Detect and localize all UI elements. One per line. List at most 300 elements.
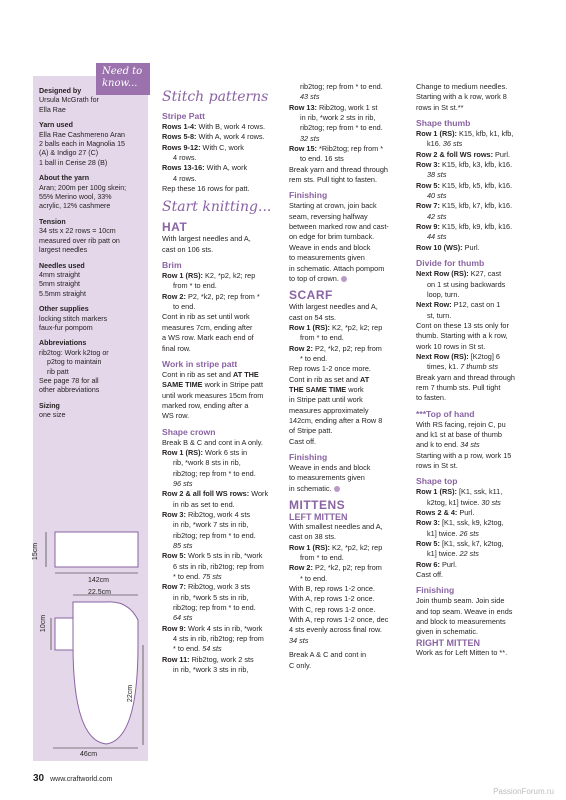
line-text: Divide for thumb: [416, 258, 485, 269]
instruction-line: [289, 92, 409, 102]
line-text: and top seam. Weave in ends: [416, 606, 513, 616]
line-text: Break yarn and thread through: [289, 164, 388, 174]
line-text: K2, *p2, k2; rep: [329, 542, 383, 552]
line-text: rib2tog; rep from * to end.: [173, 468, 256, 478]
stitch-count: 38 sts: [427, 170, 447, 180]
instruction-line: [289, 463, 409, 473]
instruction-line: [289, 584, 409, 594]
instruction-line: [289, 594, 409, 604]
stitch-count: 32 sts: [300, 133, 320, 143]
stitch-count: 34 sts: [460, 440, 480, 450]
pattern-subtitle: [289, 512, 409, 522]
instruction-line: [289, 473, 409, 483]
watermark: PassionForum.ru: [493, 787, 554, 796]
line-text: 142cm, ending after a Row 8: [289, 415, 383, 425]
instruction-line: [416, 321, 540, 331]
line-text: Rib2tog, work 3 sts: [185, 582, 250, 592]
about-yarn-heading: About the yarn: [39, 174, 90, 183]
row-label: THE SAME TIME: [289, 384, 347, 394]
line-text: *Rib2tog; rep from *: [316, 144, 384, 154]
line-text: seam, reversing halfway: [289, 211, 368, 221]
section-heading: [289, 190, 409, 201]
line-text: ***Top of hand: [416, 408, 475, 419]
line-text: WS row.: [162, 411, 190, 421]
other-supplies-line: locking stitch markers: [39, 314, 108, 323]
instruction-line: [289, 113, 409, 123]
instruction-line: [162, 153, 282, 163]
line-text: to end. 16 sts: [300, 154, 344, 164]
instruction-line: [162, 489, 282, 499]
instruction-line: [416, 243, 540, 253]
line-text: Shape thumb: [416, 118, 471, 129]
instruction-line: [416, 269, 540, 279]
line-text: With B, work 4 rows.: [196, 122, 265, 131]
line-text: RIGHT MITTEN: [416, 637, 480, 648]
instruction-line: [289, 426, 409, 436]
instruction-line: [162, 562, 282, 572]
row-label: Row 2:: [289, 563, 313, 573]
about-yarn-line: 55% Merino wool, 33%: [39, 193, 112, 202]
instruction-line: [416, 440, 540, 450]
line-text: rib, *work 8 sts in rib,: [173, 458, 241, 468]
instruction-line: [416, 451, 540, 461]
instruction-line: [416, 160, 540, 170]
row-label: Row 1 (RS):: [416, 129, 457, 139]
row-label: Row 3:: [416, 518, 440, 528]
row-label: Row 5:: [162, 551, 186, 561]
instruction-line: [416, 560, 540, 570]
line-text: [K1, ssk, k9, k2tog,: [439, 518, 504, 528]
section-heading: [289, 452, 409, 463]
instruction-line: [162, 644, 282, 654]
instruction-line: [416, 430, 540, 440]
pattern-column-3: [416, 82, 540, 658]
about-yarn-section: [39, 174, 147, 212]
row-label: Row 7:: [416, 201, 440, 211]
line-text: MITTENS: [289, 498, 346, 513]
yarn-used-section: [39, 121, 147, 168]
line-text: in schematic. Attach pompom: [289, 263, 385, 273]
line-text: Work in stripe patt: [162, 358, 238, 369]
stitch-count: 7 thumb sts: [460, 362, 498, 372]
line-text: to end.: [173, 302, 196, 312]
line-text: and k1 st at base of thumb: [416, 429, 502, 439]
instruction-line: [162, 370, 282, 380]
instruction-line: [416, 290, 540, 300]
line-text: to fasten.: [416, 393, 447, 403]
row-label: Row 7:: [162, 582, 186, 592]
line-text: from * to end.: [300, 333, 344, 343]
row-label: Next Row:: [416, 300, 452, 310]
instruction-line: [289, 154, 409, 164]
line-text: in schematic.: [289, 483, 332, 493]
line-text: 4 rows.: [173, 173, 197, 183]
row-label: Row 5:: [416, 539, 440, 549]
designed-by-section: [39, 87, 147, 115]
line-text: rows in St st.**: [416, 102, 464, 112]
line-text: a WS row. Mark each end of: [162, 333, 254, 343]
instruction-line: [416, 461, 540, 471]
instruction-line: [162, 163, 282, 173]
line-text: rib2tog; rep from * to end.: [173, 603, 256, 613]
instruction-line: [416, 82, 540, 92]
line-text: LEFT MITTEN: [289, 512, 348, 523]
stitch-count: 43 sts: [300, 92, 320, 102]
line-text: Weave in ends and block: [289, 242, 371, 252]
instruction-line: [416, 596, 540, 606]
instruction-line: [289, 165, 409, 175]
stitch-count: 54 sts: [202, 644, 222, 654]
instruction-line: [162, 302, 282, 312]
instruction-line: [289, 364, 409, 374]
row-label: Next Row (RS):: [416, 269, 469, 279]
line-text: Work 4 sts in rib, *work: [185, 623, 263, 633]
other-supplies-section: [39, 305, 147, 333]
instruction-line: [416, 280, 540, 290]
sizing-line: one size: [39, 411, 66, 420]
instruction-line: [289, 175, 409, 185]
instruction-line: [289, 144, 409, 154]
section-heading: [416, 476, 540, 487]
yarn-used-line: 2 balls each in Magnolia 15: [39, 140, 125, 149]
line-text: Shape crown: [162, 426, 216, 437]
instruction-line: [162, 245, 282, 255]
pattern-subtitle: [416, 638, 540, 648]
instruction-line: [289, 661, 409, 671]
instruction-line: [289, 437, 409, 447]
line-text: k1] twice.: [427, 528, 460, 538]
line-text: * to end.: [173, 572, 203, 582]
instruction-line: [289, 553, 409, 563]
row-label: Row 2:: [162, 291, 186, 301]
line-text: K15, kfb, k9, kfb, k16.: [439, 222, 513, 232]
end-marker-icon: [334, 486, 340, 492]
instruction-line: [416, 549, 540, 559]
instruction-line: [416, 617, 540, 627]
line-text: 4 sts in rib, rib2tog; rep from: [173, 634, 264, 644]
line-text: SCARF: [289, 288, 333, 303]
instruction-line: [162, 448, 282, 458]
instruction-line: [162, 184, 282, 194]
line-text: cast on 106 sts.: [162, 244, 214, 254]
instruction-line: [416, 181, 540, 191]
instruction-line: [416, 201, 540, 211]
line-text: With largest needles and A,: [289, 302, 378, 312]
line-text: rib2tog; rep from * to end.: [300, 82, 383, 91]
instruction-line: [416, 529, 540, 539]
line-text: in rib, *work 7 sts in rib,: [173, 520, 249, 530]
line-text: Stitch patterns: [162, 89, 269, 105]
line-text: in rib, *work 3 sts in rib,: [173, 665, 249, 675]
instruction-line: [162, 613, 282, 623]
instruction-line: [289, 563, 409, 573]
line-text: With A, work: [204, 163, 248, 173]
line-text: rem sts. Pull tight to fasten.: [289, 175, 378, 185]
instruction-line: [162, 438, 282, 448]
needles-line: 5mm straight: [39, 280, 80, 289]
line-text: Cast off.: [416, 570, 444, 580]
row-label: Rows 9-12:: [162, 142, 201, 152]
instruction-line: [289, 232, 409, 242]
instruction-line: [162, 479, 282, 489]
line-text: Rep rows 1-2 once more.: [289, 364, 371, 374]
instruction-line: [162, 333, 282, 343]
instruction-line: [289, 532, 409, 542]
instruction-line: [416, 373, 540, 383]
row-label: Rows 13-16:: [162, 163, 205, 173]
mitten-schematic: [55, 602, 138, 744]
pattern-title: [289, 288, 409, 302]
instruction-line: [289, 82, 409, 92]
section-heading: [416, 258, 540, 269]
line-text: Finishing: [416, 585, 455, 596]
line-text: of Stripe patt.: [289, 426, 333, 436]
instruction-line: [162, 624, 282, 634]
line-text: measures 7cm, ending after: [162, 322, 253, 332]
instruction-line: [162, 234, 282, 244]
section-heading: [162, 427, 282, 438]
instruction-line: [162, 520, 282, 530]
instruction-line: [416, 383, 540, 393]
line-text: Break yarn and thread through: [416, 372, 515, 382]
line-text: Cont in rib as set and: [162, 369, 233, 379]
line-text: until work measures 15cm from: [162, 390, 264, 400]
line-text: P2, *k2, p2; rep from: [312, 343, 382, 353]
instruction-line: [289, 416, 409, 426]
line-text: K2, *p2, k2; rep: [202, 271, 256, 281]
other-supplies-line: faux-fur pompom: [39, 323, 93, 332]
line-text: With largest needles and A,: [162, 234, 251, 244]
instruction-line: [162, 603, 282, 613]
stitch-count: 44 sts: [427, 232, 447, 242]
instruction-line: [162, 271, 282, 281]
instruction-line: [416, 232, 540, 242]
line-text: Starting at crown, join back: [289, 201, 377, 211]
stitch-count: 85 sts: [173, 541, 193, 550]
line-text: cast on 38 sts.: [289, 532, 337, 542]
stitch-count: 64 sts: [173, 613, 193, 623]
line-text: Cast off.: [289, 436, 317, 446]
line-text: Stripe Patt: [162, 111, 205, 121]
instruction-line: [289, 605, 409, 615]
line-text: [K1, ssk, k11,: [456, 487, 503, 497]
line-text: With A, rep rows 1-2 once, dec: [289, 615, 389, 625]
yarn-used-line: Ella Rae Cashmereno Aran: [39, 130, 125, 139]
emphasis-text: AT: [359, 374, 370, 384]
line-text: Join thumb seam. Join side: [416, 596, 505, 606]
line-text: 4 sts evenly across final row.: [289, 625, 382, 635]
line-text: K2, *p2, k2; rep: [329, 322, 383, 332]
line-text: Change to medium needles.: [416, 82, 508, 91]
line-text: Rib2tog, work 4 sts: [185, 509, 250, 519]
yarn-used-line: 1 ball in Cerise 28 (B): [39, 158, 108, 167]
instruction-line: [162, 593, 282, 603]
row-label: Rows 2 & 4:: [416, 508, 458, 518]
instruction-line: [162, 572, 282, 582]
line-text: Cont in rib as set and: [289, 374, 360, 384]
line-text: With A, rep rows 1-2 once.: [289, 594, 375, 604]
instruction-line: [289, 264, 409, 274]
line-text: With RS facing, rejoin C, pu: [416, 419, 506, 429]
instruction-line: [416, 539, 540, 549]
instruction-line: [162, 458, 282, 468]
abbreviations-line: p2tog to maintain: [47, 358, 102, 367]
instruction-line: [416, 648, 540, 658]
instruction-line: [289, 274, 409, 284]
end-marker-icon: [341, 276, 347, 282]
need-to-know-content: [39, 87, 147, 427]
row-label: Rows 5-8:: [162, 132, 197, 142]
section-heading: [162, 359, 282, 370]
row-label: Row 9:: [162, 623, 186, 633]
instruction-line: [162, 411, 282, 421]
mitten-thumb-label: 10cm: [40, 614, 48, 633]
instruction-line: [416, 300, 540, 310]
about-yarn-line: acrylic, 12% cashmere: [39, 202, 111, 211]
instruction-line: [162, 143, 282, 153]
row-label: Row 1 (RS):: [289, 542, 330, 552]
line-text: Purl.: [457, 508, 475, 518]
row-label: Row 9:: [416, 222, 440, 232]
row-label: Row 1 (RS):: [416, 487, 457, 497]
line-text: in Stripe patt until work: [289, 395, 363, 405]
section-heading: [416, 585, 540, 596]
line-text: K27, cast: [468, 269, 502, 279]
line-text: measures approximately: [289, 405, 369, 415]
line-text: Work 5 sts in rib, *work: [185, 551, 263, 561]
line-text: to measurements given: [289, 473, 365, 483]
instruction-line: [416, 352, 540, 362]
line-text: given in schematic.: [416, 627, 479, 637]
instruction-line: [416, 129, 540, 139]
line-text: rib2tog; rep from * to end.: [300, 123, 383, 133]
instruction-line: [162, 655, 282, 665]
line-text: from * to end.: [300, 553, 344, 563]
designed-by-line: Ella Rae: [39, 105, 66, 114]
instruction-line: [289, 574, 409, 584]
instruction-line: [416, 570, 540, 580]
line-text: in rib, *work 5 sts in rib,: [173, 592, 249, 602]
section-script-heading: [162, 88, 282, 106]
line-text: Starting with a k row, work 8: [416, 92, 507, 102]
line-text: k2tog, k1] twice.: [427, 497, 482, 507]
line-text: [K1, ssk, k7, k2tog,: [439, 539, 504, 549]
needles-line: 4mm straight: [39, 270, 80, 279]
line-text: thumb. Starting with a k row,: [416, 331, 508, 341]
section-heading: [416, 118, 540, 129]
line-text: P2, *k2, p2; rep from *: [185, 291, 260, 301]
line-text: to top of crown.: [289, 273, 339, 283]
mitten-top-label: 22.5cm: [88, 589, 111, 596]
line-text: Starting with a p row, work 15: [416, 450, 512, 460]
stitch-count: 26 sts: [459, 528, 479, 538]
instruction-line: [289, 123, 409, 133]
instruction-line: [289, 406, 409, 416]
line-text: Break B & C and cont in A only.: [162, 437, 263, 447]
instruction-line: [416, 150, 540, 160]
instruction-line: [416, 487, 540, 497]
section-heading: [162, 111, 282, 122]
section-heading: [416, 409, 540, 420]
tension-line: 34 sts x 22 rows = 10cm: [39, 227, 116, 236]
instruction-line: [162, 500, 282, 510]
instruction-line: [162, 582, 282, 592]
line-text: from * to end.: [173, 281, 217, 291]
designed-by-heading: Designed by: [39, 87, 82, 95]
section-heading: [162, 260, 282, 271]
line-text: Shape top: [416, 476, 458, 487]
page-footer: [33, 773, 112, 784]
tension-heading: Tension: [39, 217, 66, 226]
instruction-line: [289, 543, 409, 553]
line-text: Purl.: [493, 149, 511, 159]
instruction-line: [289, 615, 409, 625]
instruction-line: [162, 344, 282, 354]
instruction-line: [162, 469, 282, 479]
line-text: Work as for Left Mitten to **.: [416, 647, 508, 657]
instruction-line: [289, 385, 409, 395]
instruction-line: [416, 508, 540, 518]
abbreviations-line: See page 78 for all: [39, 376, 99, 385]
abbreviations-section: [39, 339, 147, 395]
instruction-line: [416, 222, 540, 232]
line-text: 6 sts in rib, rib2tog; rep from: [173, 561, 264, 571]
instruction-line: [416, 103, 540, 113]
mitten-height-label: 22cm: [127, 684, 135, 703]
instruction-line: [416, 498, 540, 508]
row-label: SAME TIME: [162, 380, 203, 390]
line-text: in rib as set to end.: [173, 499, 235, 509]
row-label: Row 2:: [289, 343, 313, 353]
instruction-line: [416, 191, 540, 201]
line-text: K15, kfb, k3, kfb, k16.: [439, 160, 513, 170]
line-text: final row.: [162, 343, 191, 353]
line-text: and block to measurements: [416, 617, 506, 627]
pattern-column-2: [289, 82, 409, 671]
stitch-count: 96 sts: [173, 478, 193, 488]
scarf-schematic: [55, 532, 138, 567]
row-label: Row 1 (RS):: [162, 271, 203, 281]
instruction-line: [162, 510, 282, 520]
instruction-line: [162, 312, 282, 322]
stitch-count: 75 sts: [202, 572, 222, 582]
instruction-line: [162, 292, 282, 302]
line-text: in rib, *work 2 sts in rib,: [300, 113, 376, 123]
line-text: Rib2tog, work 2 sts: [189, 654, 254, 664]
sizing-heading: Sizing: [39, 401, 60, 410]
instruction-line: [289, 333, 409, 343]
yarn-used-line: (A) & Indigo 27 (C): [39, 149, 99, 158]
line-text: Rib2tog, work 1 st: [316, 102, 378, 112]
line-text: k16.: [427, 139, 443, 149]
section-script-heading: [162, 198, 282, 216]
instruction-line: [416, 212, 540, 222]
stitch-count: 22 sts: [459, 549, 479, 559]
line-text: C only.: [289, 660, 312, 670]
instruction-line: [416, 420, 540, 430]
stitch-count: 40 sts: [427, 191, 447, 201]
row-label: Row 3:: [162, 509, 186, 519]
instruction-line: [416, 627, 540, 637]
instruction-line: [416, 362, 540, 372]
instruction-line: [162, 634, 282, 644]
instruction-line: [289, 253, 409, 263]
line-text: * to end.: [300, 573, 328, 583]
line-text: Purl.: [462, 242, 480, 252]
line-text: Break A & C and cont in: [289, 650, 367, 660]
line-text: and k to end.: [416, 440, 461, 450]
line-text: HAT: [162, 220, 188, 235]
